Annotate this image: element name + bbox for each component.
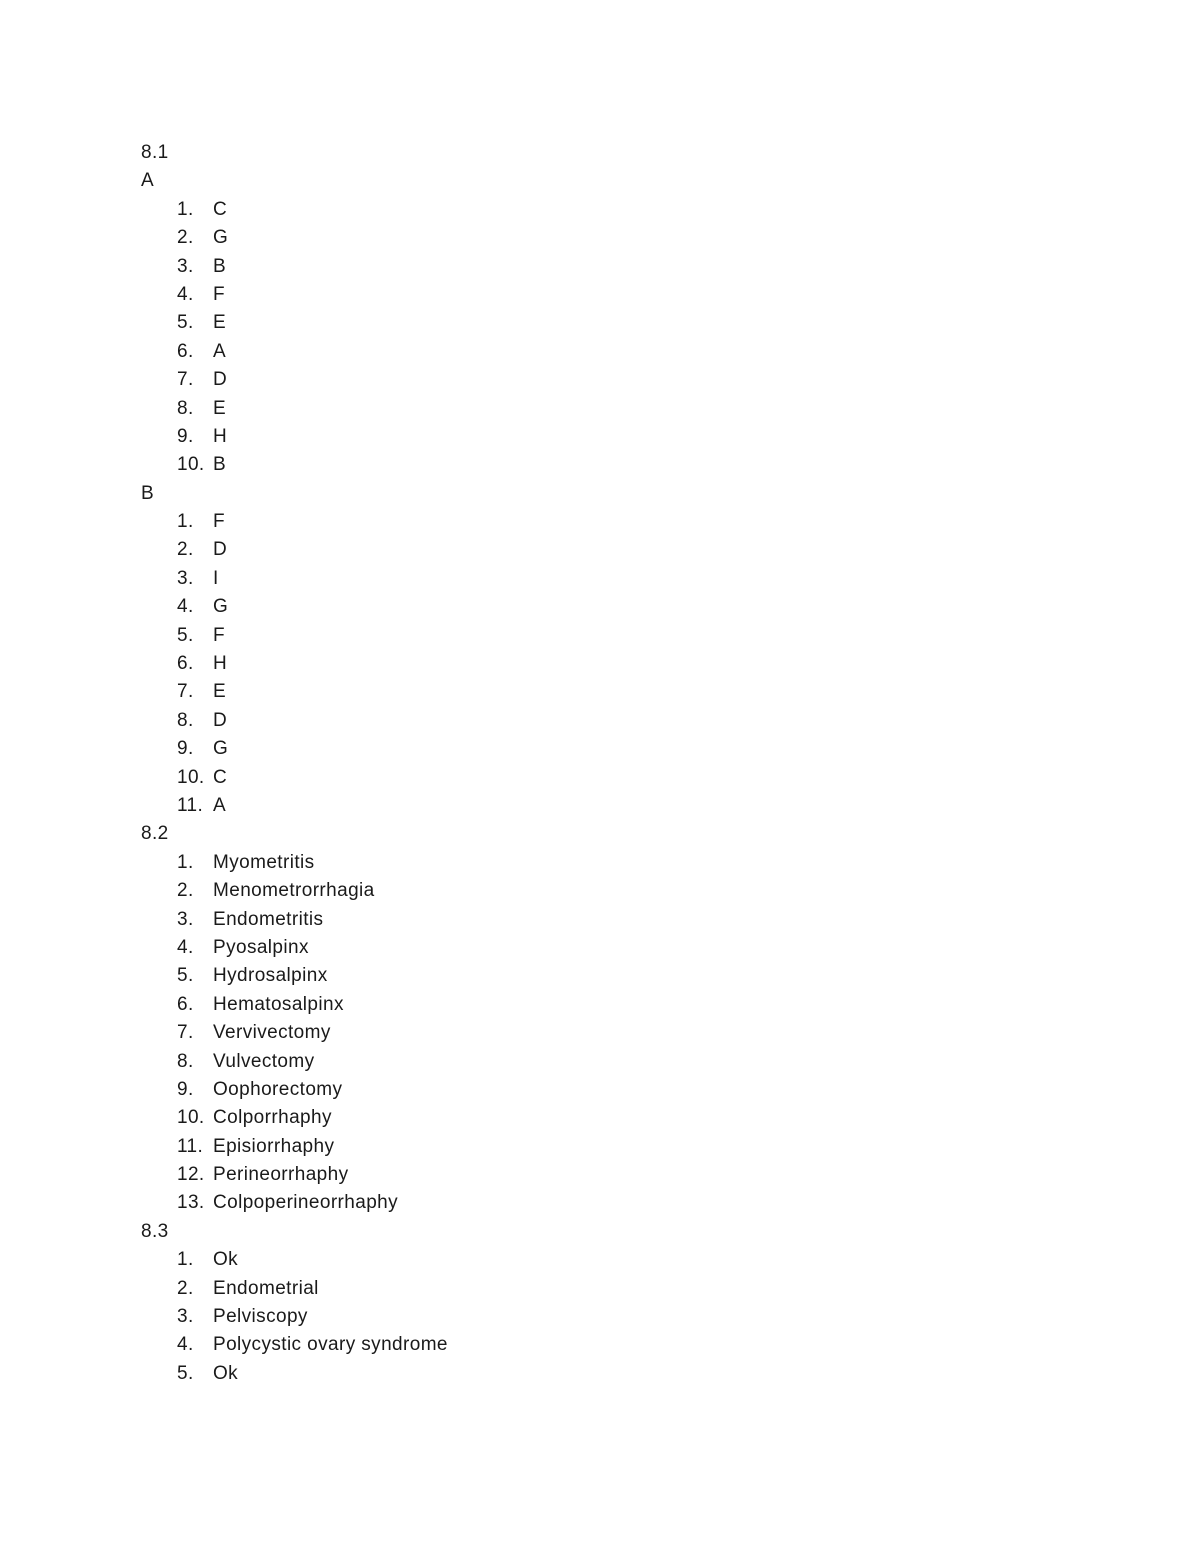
list-item	[141, 1048, 448, 1076]
list-item-text: C	[213, 198, 228, 220]
list-item	[141, 1133, 448, 1161]
list-item-text: B	[213, 255, 227, 277]
list-item-text: Pyosalpinx	[213, 936, 309, 958]
list-item-number: 10.	[177, 1107, 205, 1129]
list-item-number: 5.	[177, 965, 194, 987]
list-item-number: 3.	[177, 255, 194, 277]
list-item	[141, 991, 448, 1019]
list-item-text: E	[213, 312, 227, 334]
list-item-text: A	[213, 794, 227, 816]
list-item-number: 1.	[177, 198, 194, 220]
list-item	[141, 508, 448, 536]
list-item	[141, 1246, 448, 1274]
list-item-text: Endometritis	[213, 908, 324, 930]
section-heading: B	[141, 482, 155, 504]
list-item-text: F	[213, 283, 226, 305]
list-item	[141, 1019, 448, 1047]
list-item-number: 2.	[177, 227, 194, 249]
list-item	[141, 1331, 448, 1359]
list-item-text: E	[213, 681, 227, 703]
list-item-number: 4.	[177, 936, 194, 958]
list-item-number: 8.	[177, 1050, 194, 1072]
list-item-text: G	[213, 738, 229, 760]
list-item-number: 3.	[177, 1306, 194, 1328]
list-item-number: 11.	[177, 1135, 204, 1157]
list-item	[141, 764, 448, 792]
list-item-text: Polycystic ovary syndrome	[213, 1334, 448, 1356]
list-item	[141, 536, 448, 564]
list-item-number: 4.	[177, 596, 194, 618]
list-item-number: 5.	[177, 312, 194, 334]
list-item	[141, 1076, 448, 1104]
list-item-number: 13.	[177, 1192, 205, 1214]
list-item-text: D	[213, 539, 228, 561]
list-item	[141, 366, 448, 394]
list-item-number: 9.	[177, 1078, 194, 1100]
list-item-number: 5.	[177, 624, 194, 646]
list-item	[141, 338, 448, 366]
list-item-number: 7.	[177, 369, 194, 391]
list-item	[141, 253, 448, 281]
list-item-text: Episiorrhaphy	[213, 1135, 335, 1157]
list-item-number: 6.	[177, 340, 194, 362]
list-item-text: F	[213, 511, 226, 533]
list-item-text: Myometritis	[213, 851, 315, 873]
list-item-number: 7.	[177, 1022, 194, 1044]
section-heading: 8.3	[141, 1220, 169, 1242]
list-item-number: 3.	[177, 908, 194, 930]
list-item-number: 10.	[177, 766, 205, 788]
list-item-number: 2.	[177, 1277, 194, 1299]
list-item-text: Colpoperineorrhaphy	[213, 1192, 399, 1214]
list-item-text: Menometrorrhagia	[213, 880, 375, 902]
list-item-text: Perineorrhaphy	[213, 1164, 349, 1186]
list-item-number: 4.	[177, 283, 194, 305]
list-item-text: Hematosalpinx	[213, 993, 344, 1015]
list-item	[141, 224, 448, 252]
list-item	[141, 565, 448, 593]
list-item	[141, 309, 448, 337]
list-item-number: 6.	[177, 653, 194, 675]
section-heading: A	[141, 170, 155, 192]
list-item	[141, 423, 448, 451]
list-item-number: 3.	[177, 567, 194, 589]
list-item-number: 10.	[177, 454, 205, 476]
list-item	[141, 196, 448, 224]
list-item	[141, 1275, 448, 1303]
list-item	[141, 1189, 448, 1217]
list-item-text: D	[213, 369, 228, 391]
list-item-number: 8.	[177, 397, 194, 419]
list-item-text: Vervivectomy	[213, 1022, 331, 1044]
list-item-text: G	[213, 596, 229, 618]
list-item	[141, 906, 448, 934]
list-item-number: 6.	[177, 993, 194, 1015]
list-item-number: 1.	[177, 851, 194, 873]
list-item-text: F	[213, 624, 226, 646]
list-item	[141, 707, 448, 735]
list-item	[141, 451, 448, 479]
list-item	[141, 395, 448, 423]
list-item-text: Oophorectomy	[213, 1078, 343, 1100]
list-item	[141, 934, 448, 962]
list-item	[141, 962, 448, 990]
list-item	[141, 849, 448, 877]
list-item-text: Ok	[213, 1362, 239, 1384]
list-item	[141, 1360, 448, 1388]
list-item-number: 9.	[177, 425, 194, 447]
list-item-text: Pelviscopy	[213, 1306, 308, 1328]
list-item	[141, 593, 448, 621]
list-item-text: C	[213, 766, 228, 788]
list-item-text: Hydrosalpinx	[213, 965, 328, 987]
section-heading: 8.1	[141, 142, 169, 163]
list-item	[141, 622, 448, 650]
list-item-text: E	[213, 397, 227, 419]
list-item-number: 8.	[177, 709, 194, 731]
list-item-text: D	[213, 709, 228, 731]
list-item	[141, 735, 448, 763]
section-heading: 8.2	[141, 823, 169, 845]
list-item-text: Ok	[213, 1249, 239, 1271]
list-item-number: 9.	[177, 738, 194, 760]
list-item	[141, 650, 448, 678]
list-item-text: Vulvectomy	[213, 1050, 315, 1072]
list-item-number: 4.	[177, 1334, 194, 1356]
list-item-number: 2.	[177, 880, 194, 902]
list-item-text: B	[213, 454, 227, 476]
list-item-text: G	[213, 227, 229, 249]
list-item-number: 7.	[177, 681, 194, 703]
list-item	[141, 792, 448, 820]
list-item	[141, 678, 448, 706]
list-item-text: Colporrhaphy	[213, 1107, 332, 1129]
list-item-number: 2.	[177, 539, 194, 561]
list-item	[141, 1303, 448, 1331]
document-body	[141, 139, 448, 1388]
list-item-number: 1.	[177, 511, 194, 533]
list-item-text: A	[213, 340, 227, 362]
list-item-number: 1.	[177, 1249, 194, 1271]
list-item	[141, 1161, 448, 1189]
list-item-text: H	[213, 653, 228, 675]
list-item-text: H	[213, 425, 228, 447]
list-item-number: 12.	[177, 1164, 205, 1186]
list-item-text: Endometrial	[213, 1277, 319, 1299]
list-item-number: 11.	[177, 794, 204, 816]
list-item	[141, 1104, 448, 1132]
list-item	[141, 877, 448, 905]
list-item-text: I	[213, 567, 219, 589]
list-item-number: 5.	[177, 1362, 194, 1384]
list-item	[141, 281, 448, 309]
